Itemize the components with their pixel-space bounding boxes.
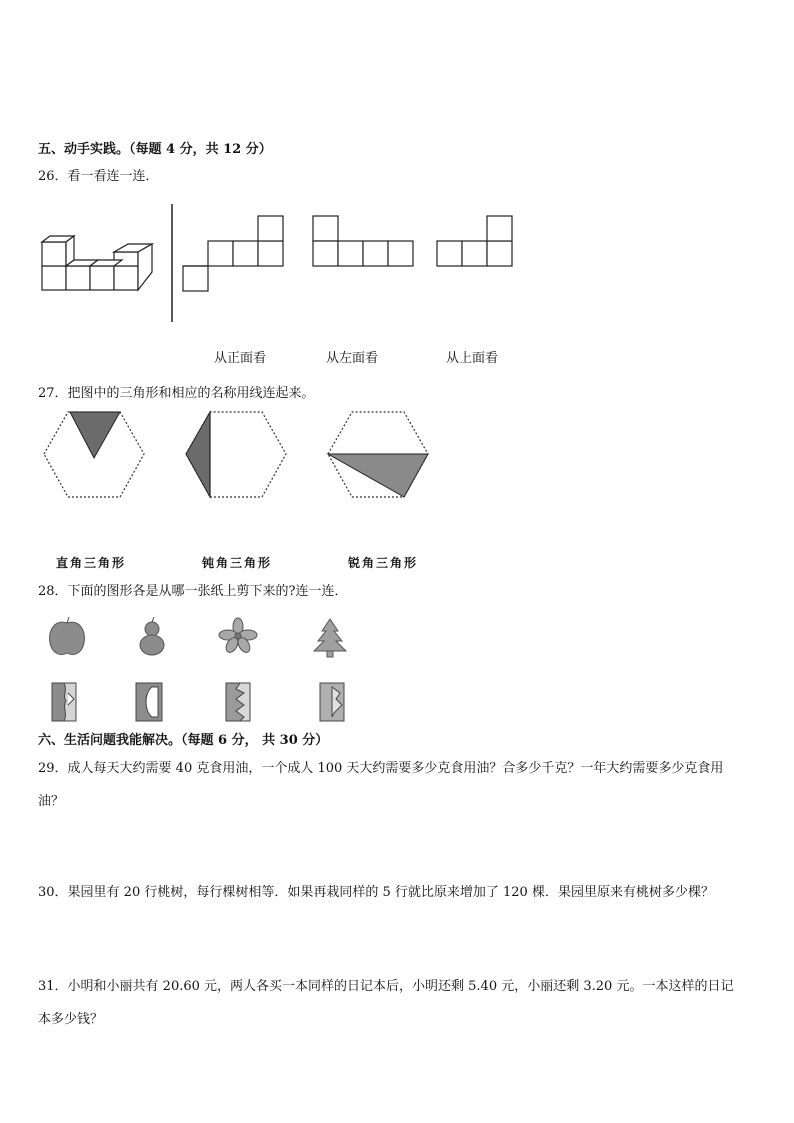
- question-30-text: 30．果园里有 20 行桃树，每行棵树相等．如果再栽同样的 5 行就比原来增加了 120 棵．果园里原来有桃树多少棵？: [38, 885, 714, 900]
- tree-shape-icon: [314, 619, 346, 657]
- view-label-front: 从正面看: [214, 351, 267, 366]
- triangle-obtuse-shaded: [328, 454, 428, 497]
- triangle-right-shaded: [186, 412, 210, 497]
- flower-shape-icon: [219, 618, 257, 654]
- triangle-acute-shaded: [70, 412, 120, 458]
- paper-cut-4-icon: [320, 683, 344, 721]
- triangle-label-obtuse: 钝角三角形: [202, 556, 273, 570]
- triangle-label-acute: 锐角三角形: [348, 556, 419, 570]
- question-29-line-2: 油？: [38, 794, 65, 809]
- view-figure-1: [183, 216, 283, 291]
- paper-cut-3-icon: [226, 683, 250, 721]
- q27-figure: [40, 408, 440, 503]
- question-27-text: 27．把图中的三角形和相应的名称用线连起来。: [38, 386, 315, 401]
- view-label-top: 从上面看: [446, 351, 499, 366]
- q28-figure: [40, 615, 360, 727]
- view-figure-3: [437, 216, 512, 266]
- question-31-line-2: 本多少钱？: [38, 1012, 104, 1027]
- gourd-shape-icon: [140, 617, 164, 655]
- view-figure-2: [313, 216, 413, 266]
- triangle-label-right: 直角三角形: [56, 556, 127, 570]
- paper-cut-2-icon: [136, 683, 162, 721]
- section-5-heading: 五、动手实践。（每题 4 分，共 12 分）: [38, 142, 272, 157]
- q26-figure: [38, 200, 518, 330]
- section-6-heading: 六、生活问题我能解决。（每题 6 分， 共 30 分）: [38, 733, 329, 748]
- question-26-text: 26．看一看连一连．: [38, 169, 159, 184]
- question-29-line-1: 29．成人每天大约需要 40 克食用油，一个成人 100 天大约需要多少克食用油？合多少千克？一年大约需要多少克食用: [38, 761, 724, 776]
- question-31-line-1: 31．小明和小丽共有 20.60 元，两人各买一本同样的日记本后，小明还剩 5.40 元，小丽还剩 3.20 元。一本这样的日记: [38, 979, 734, 994]
- question-28-text: 28．下面的图形各是从哪一张纸上剪下来的?连一连．: [38, 584, 348, 599]
- paper-cut-1-icon: [52, 683, 76, 721]
- view-label-left: 从左面看: [326, 351, 379, 366]
- apple-shape-icon: [50, 617, 85, 655]
- cube-stack-3d: [42, 236, 152, 290]
